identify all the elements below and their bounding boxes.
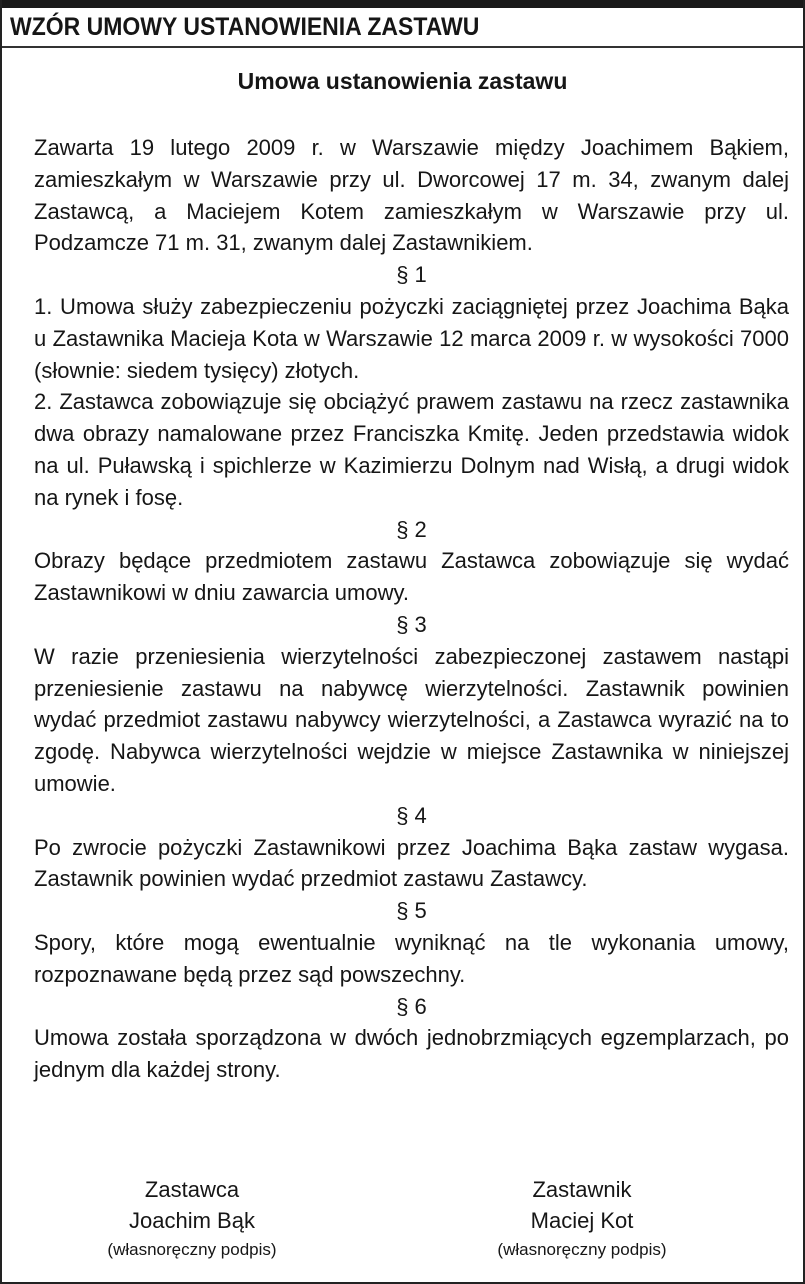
section-5-paragraph-1: Spory, które mogą ewentualnie wyniknąć na tle wykonania umowy, rozpoznawane będą przez sąd powszechny. (34, 929, 789, 987)
section-1-paragraph-2: 2. Zastawca zobowiązuje się obciążyć prawem zastawu na rzecz zastawnika dwa obrazy namalowane przez Franciszka Kmitę. Jeden przedstawia widok na ul. Puławską i spichlerze w Kazimierzu Dolnym nad Wisłą, a drugi widok na rynek i fosę. (34, 389, 789, 510)
signature-pledgor-role: Zastawca (144, 1177, 240, 1202)
signature-pledgor-name: Joachim Bąk (129, 1208, 255, 1233)
top-rule (2, 0, 803, 8)
signature-pledgee-note: (własnoręczny podpis) (497, 1240, 667, 1259)
header-title: WZÓR UMOWY USTANOWIENIA ZASTAWU (10, 12, 480, 41)
document-body (34, 132, 789, 1086)
signature-pledgee (482, 1174, 682, 1264)
document-title: Umowa ustanowienia zastawu (237, 68, 568, 94)
section-2-paragraph-1: Obrazy będące przedmiotem zastawu Zastawca zobowiązuje się wydać Zastawnikowi w dniu zawarcia umowy. (34, 548, 789, 606)
section-mark-2: § 2 (396, 516, 427, 542)
signature-pledgee-role: Zastawnik (532, 1177, 632, 1202)
section-1-paragraph-1: 1. Umowa służy zabezpieczeniu pożyczki zaciągniętej przez Joachima Bąka u Zastawnika Macieja Kota w Warszawie 12 marca 2009 r. w wysokości 7000 (słownie: siedem tysięcy) złotych. (34, 293, 789, 383)
signature-pledgor-note: (własnoręczny podpis) (107, 1240, 277, 1259)
section-mark-6: § 6 (396, 993, 427, 1019)
intro-paragraph: Zawarta 19 lutego 2009 r. w Warszawie między Joachimem Bąkiem, zamieszkałym w Warszawie przy ul. Dworcowej 17 m. 34, zwanym dalej Zastawcą, a Maciejem Kotem zamieszkałym w Warszawie przy ul. Podzamcze 71 m. 31, zwanym dalej Zastawnikiem. (34, 135, 789, 256)
section-mark-3: § 3 (396, 611, 427, 637)
section-mark-1: § 1 (396, 262, 427, 288)
signature-pledgor (97, 1174, 287, 1264)
signature-pledgee-name: Maciej Kot (530, 1208, 634, 1233)
section-3-paragraph-1: W razie przeniesienia wierzytelności zabezpieczonej zastawem nastąpi przeniesienie zastawu na nabywcę wierzytelności. Zastawnik powinien wydać przedmiot zastawu nabywcy wierzytelności, a Zastawca wyrazić na to zgodę. Nabywca wierzytelności wejdzie w miejsce Zastawnika w niniejszej umowie. (34, 643, 789, 796)
section-mark-4: § 4 (396, 802, 427, 828)
header-bar (2, 8, 803, 48)
section-4-paragraph-1: Po zwrocie pożyczki Zastawnikowi przez Joachima Bąka zastaw wygasa. Zastawnik powinien wydać przedmiot zastawu Zastawcy. (34, 834, 789, 892)
section-6-paragraph-1: Umowa została sporządzona w dwóch jednobrzmiących egzemplarzach, po jednym dla każdej strony. (34, 1025, 789, 1083)
section-mark-5: § 5 (396, 898, 427, 924)
